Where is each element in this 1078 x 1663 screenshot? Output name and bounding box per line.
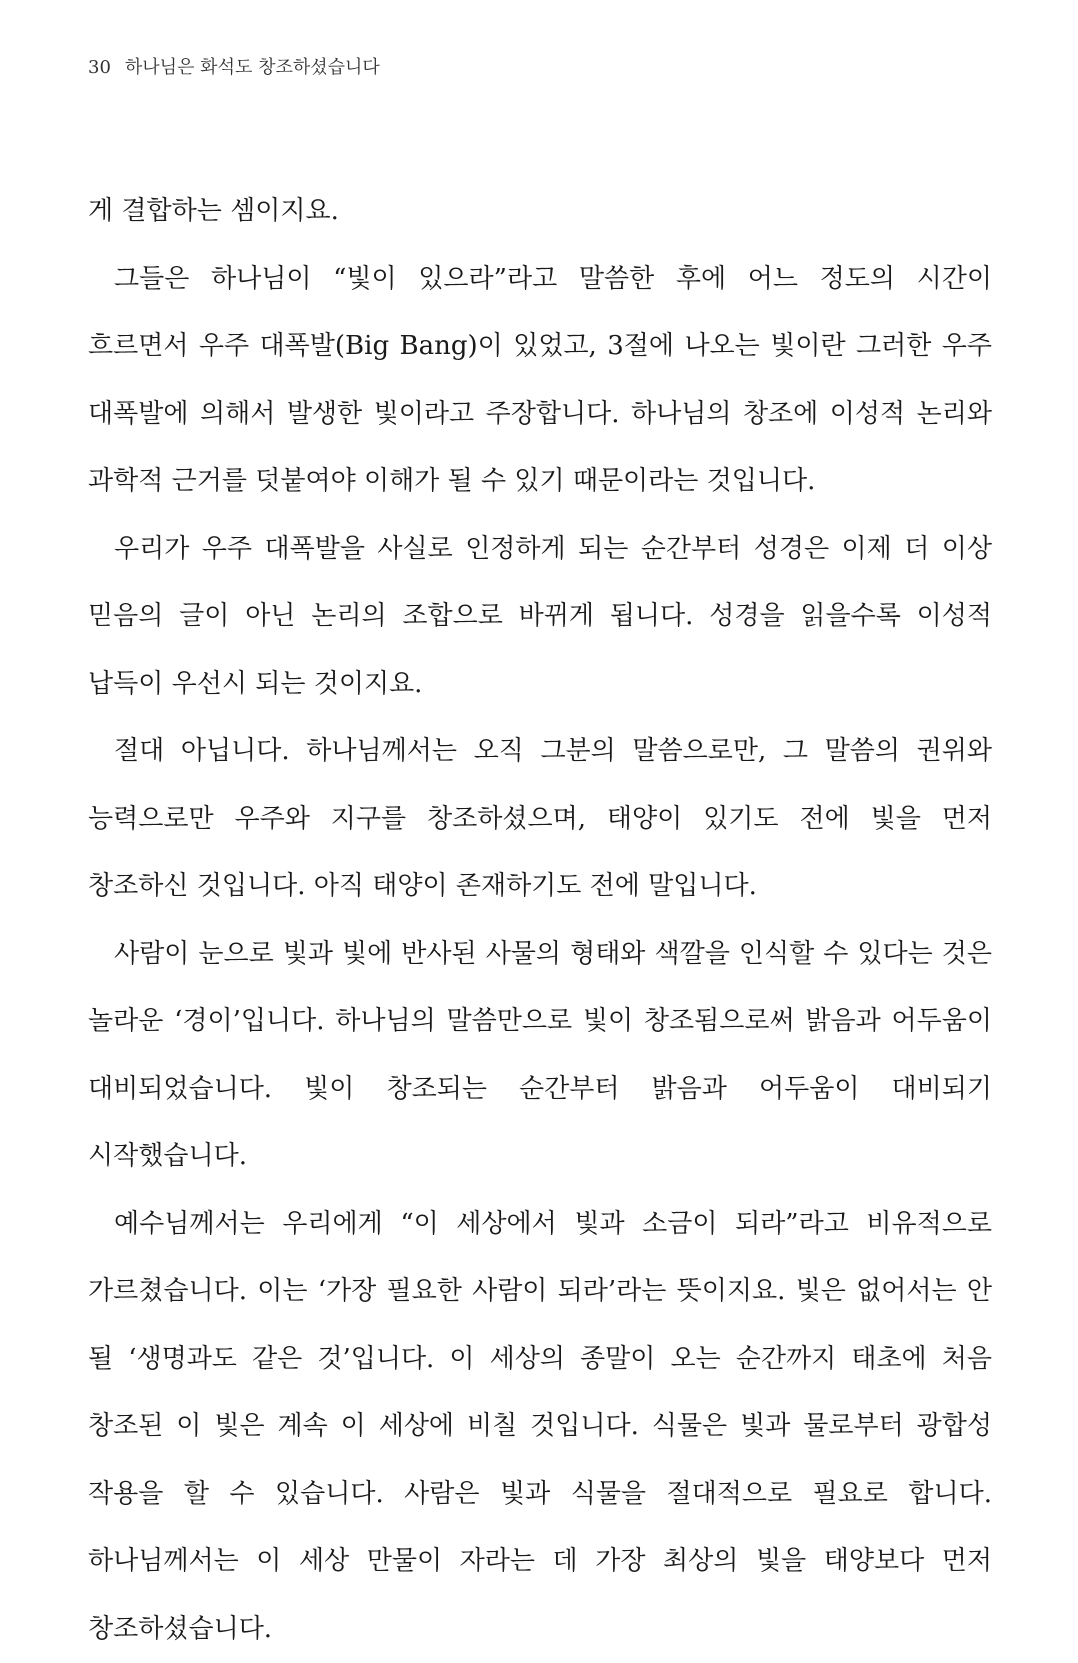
paragraph: 그들은 하나님이 “빛이 있으라”라고 말씀한 후에 어느 정도의 시간이 흐르면서 우주 대폭발(Big Bang)이 있었고, 3절에 나오는 빛이란 그러한 우주 대폭발에 의해서 발생한 빛이라고 주장합니다. 하나님의 창조에 이성적 논리와 과학적 근거를 덧붙여야 이해가 될 수 있기 때문이라는 것입니다.	[88, 246, 992, 516]
book-title: 하나님은 화석도 창조하셨습니다	[125, 57, 380, 78]
running-header	[88, 56, 380, 80]
paragraph: 예수님께서는 우리에게 “이 세상에서 빛과 소금이 되라”라고 비유적으로 가르쳤습니다. 이는 ‘가장 필요한 사람이 되라’라는 뜻이지요. 빛은 없어서는 안 될 ‘생명과도 같은 것’입니다. 이 세상의 종말이 오는 순간까지 태초에 처음 창조된 이 빛은 계속 이 세상에 비칠 것입니다. 식물은 빛과 물로부터 광합성 작용을 할 수 있습니다. 사람은 빛과 식물을 절대적으로 필요로 합니다. 하나님께서는 이 세상 만물이 자라는 데 가장 최상의 빛을 태양보다 먼저 창조하셨습니다.	[88, 1191, 992, 1663]
paragraph: 사람이 눈으로 빛과 빛에 반사된 사물의 형태와 색깔을 인식할 수 있다는 것은 놀라운 ‘경이’입니다. 하나님의 말씀만으로 빛이 창조됨으로써 밝음과 어두움이 대비되었습니다. 빛이 창조되는 순간부터 밝음과 어두움이 대비되기 시작했습니다.	[88, 921, 992, 1191]
paragraph: 절대 아닙니다. 하나님께서는 오직 그분의 말씀으로만, 그 말씀의 권위와 능력으로만 우주와 지구를 창조하셨으며, 태양이 있기도 전에 빛을 먼저 창조하신 것입니다. 아직 태양이 존재하기도 전에 말입니다.	[88, 718, 992, 921]
paragraph: 우리가 우주 대폭발을 사실로 인정하게 되는 순간부터 성경은 이제 더 이상 믿음의 글이 아닌 논리의 조합으로 바뀌게 됩니다. 성경을 읽을수록 이성적 납득이 우선시 되는 것이지요.	[88, 516, 992, 719]
body-text	[88, 178, 992, 1663]
paragraph-continued: 게 결합하는 셈이지요.	[88, 178, 992, 246]
page-number: 30	[88, 57, 111, 78]
